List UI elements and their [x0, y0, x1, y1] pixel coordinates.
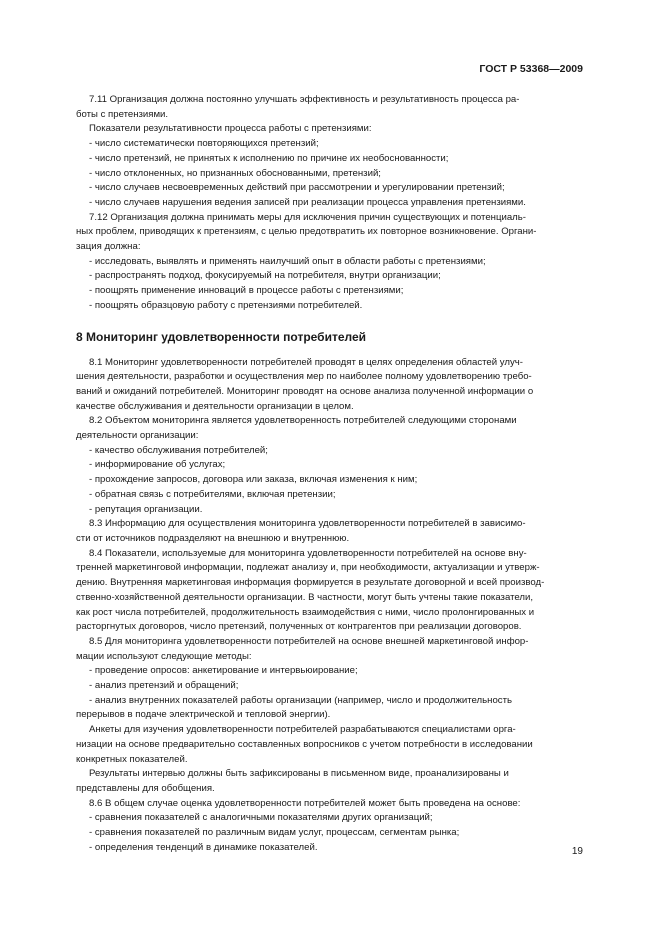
- text-line: 8.5 Для мониторинга удовлетворенности потребителей на основе внешней маркетинговой инфор-: [89, 635, 529, 647]
- text-line: качестве обслуживания и деятельности организации в целом.: [76, 400, 354, 412]
- text-line: ственно-хозяйственной деятельности организации. В частности, могут быть учтены такие показатели,: [76, 591, 533, 603]
- section-heading: 8 Мониторинг удовлетворенности потребителей: [76, 329, 367, 344]
- text-line: как рост числа потребителей, продолжительность взаимодействия с ними, число пролонгированных и: [76, 606, 535, 618]
- list-item: [76, 694, 584, 723]
- list-item: - поощрять образцовую работу с претензиями потребителей.: [89, 299, 363, 311]
- text-line: ных проблем, приводящих к претензиям, с целью предотвратить их повторное возникновение. Органи-: [76, 226, 537, 238]
- paragraph-8-1: [76, 356, 584, 415]
- text-line: представлены для обобщения.: [76, 782, 215, 794]
- text-line: - анализ внутренних показателей работы организации (например, число и продолжительность: [89, 694, 512, 706]
- paragraph-8-5: [76, 635, 584, 664]
- text-line: 7.11 Организация должна постоянно улучшать эффективность и результативность процесса ра-: [89, 94, 520, 105]
- list-item: - репутация организации.: [89, 503, 203, 515]
- list-item: - число претензий, не принятых к исполнению по причине их необоснованности;: [89, 152, 449, 164]
- text-line: перерывов в подаче электрической и тепловой энергии).: [76, 709, 331, 721]
- text-line: сти от источников подразделяют на внешнюю и внутреннюю.: [76, 532, 350, 544]
- page-body: [76, 93, 584, 855]
- list-item: - распространять подход, фокусируемый на потребителя, внутри организации;: [89, 270, 441, 282]
- page-number: 19: [571, 846, 583, 857]
- list-item: - сравнения показателей с аналогичными показателями других организаций;: [89, 812, 433, 824]
- assessment-list: [89, 811, 584, 855]
- paragraph-7-11: [76, 93, 584, 122]
- list-item: - проведение опросов: анкетирование и интервьюирование;: [89, 665, 358, 677]
- text-line: расторгнутых договоров, число претензий, полученных от контрагентов при реализации договоров.: [76, 621, 522, 633]
- list-item: - число случаев нарушения ведения записей при реализации процесса управления претензиями.: [89, 196, 526, 208]
- text-line: Результаты интервью должны быть зафиксированы в письменном виде, проанализированы и: [89, 768, 509, 780]
- text-line: тренней маркетинговой информации, подлежат анализу и, при необходимости, актуализации и утверж-: [76, 562, 540, 574]
- list-item: - обратная связь с потребителями, включая претензии;: [89, 488, 336, 500]
- document-code: ГОСТ Р 53368—2009: [479, 63, 583, 75]
- text-line: мации используют следующие методы:: [76, 650, 252, 662]
- indicators-intro: Показатели результативности процесса работы с претензиями:: [89, 123, 372, 135]
- text-line: деятельности организации:: [76, 430, 199, 442]
- text-line: Анкеты для изучения удовлетворенности потребителей разрабатываются специалистами орга-: [89, 724, 516, 736]
- list-item: - поощрять применение инноваций в процессе работы с претензиями;: [89, 285, 404, 297]
- list-item: - число систематически повторяющихся претензий;: [89, 138, 319, 150]
- text-line: боты с претензиями.: [76, 108, 169, 120]
- methods-list: [76, 664, 584, 723]
- indicators-list: [89, 137, 584, 211]
- text-line: ваний и ожиданий потребителей. Мониторинг проводят на основе анализа полученной информации о: [76, 385, 534, 397]
- text-line: 8.1 Мониторинг удовлетворенности потребителей проводят в целях определения областей улуч-: [89, 356, 523, 368]
- objects-list: [89, 444, 584, 518]
- list-item: - исследовать, выявлять и применять наилучший опыт в области работы с претензиями;: [89, 255, 486, 267]
- text-line: 8.2 Объектом мониторинга является удовлетворенность потребителей следующими сторонами: [89, 415, 517, 427]
- list-item: - число случаев несвоевременных действий при рассмотрении и урегулировании претензий;: [89, 182, 505, 194]
- paragraph-surveys: [76, 723, 584, 767]
- text-line: 8.4 Показатели, используемые для мониторинга удовлетворенности потребителей на основе вну-: [89, 547, 527, 559]
- list-item: - анализ претензий и обращений;: [89, 680, 239, 692]
- text-line: шения деятельности, разработки и осуществления мер по наиболее полному удовлетворению требо-: [76, 371, 532, 383]
- text-line: конкретных показателей.: [76, 753, 188, 765]
- list-item: - информирование об услугах;: [89, 459, 226, 471]
- paragraph-8-3: [76, 517, 584, 546]
- paragraph-7-12: [76, 211, 584, 255]
- text-line: зация должна:: [76, 241, 141, 253]
- text-line: низации на основе предварительно составленных вопросников с учетом потребности в исследовании: [76, 738, 533, 750]
- paragraph-8-6: 8.6 В общем случае оценка удовлетворенности потребителей может быть проведена на основе:: [89, 797, 521, 809]
- paragraph-interview-results: [76, 767, 584, 796]
- paragraph-8-2: [76, 414, 584, 443]
- text-line: 8.3 Информацию для осуществления мониторинга удовлетворенности потребителей в зависимо-: [89, 518, 526, 530]
- measures-list: [89, 255, 584, 314]
- paragraph-8-4: [76, 547, 584, 635]
- list-item: - сравнения показателей по различным видам услуг, процессам, сегментам рынка;: [89, 827, 460, 839]
- list-item: - определения тенденций в динамике показателей.: [89, 841, 318, 853]
- text-line: 7.12 Организация должна принимать меры для исключения причин существующих и потенциаль-: [89, 211, 526, 223]
- list-item: - число отклоненных, но признанных обоснованными, претензий;: [89, 167, 381, 179]
- list-item: - прохождение запросов, договора или заказа, включая изменения к ним;: [89, 474, 418, 486]
- list-item: - качество обслуживания потребителей;: [89, 444, 268, 456]
- text-line: дению. Внутренняя маркетинговая информация формируется в результате договорной и всей производ-: [76, 577, 545, 589]
